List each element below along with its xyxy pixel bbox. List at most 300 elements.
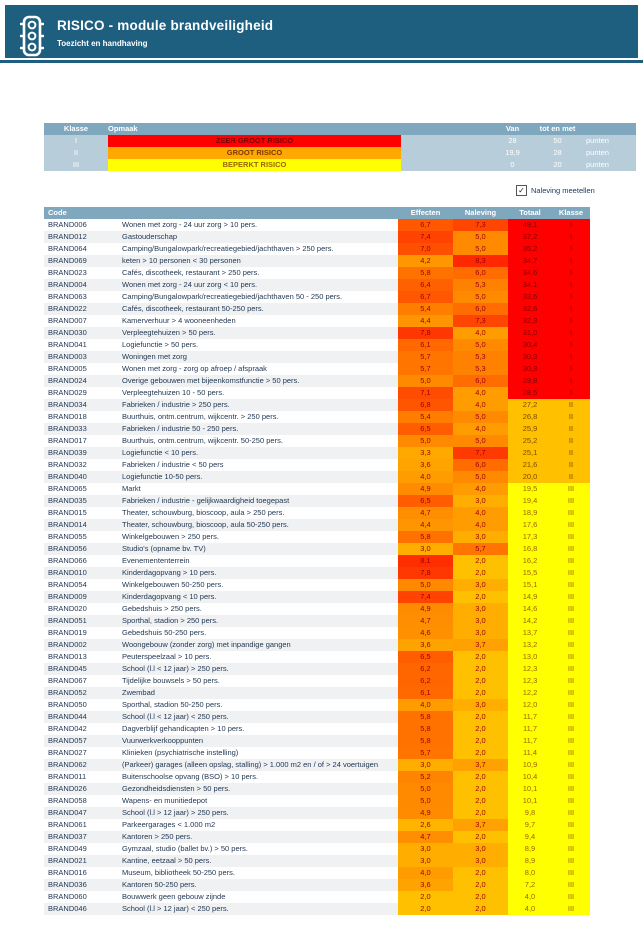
table-row bbox=[44, 399, 590, 411]
totaal-cell: 18,9 bbox=[508, 507, 552, 519]
totaal-cell: 29,8 bbox=[508, 375, 552, 387]
table-row bbox=[44, 615, 590, 627]
description-cell: Wonen met zorg - zorg op afroep / afspraak bbox=[122, 364, 267, 373]
code-cell: BRAND029 bbox=[48, 388, 87, 397]
naleving-cell: 5,0 bbox=[453, 411, 508, 423]
totaal-cell: 30,4 bbox=[508, 339, 552, 351]
totaal-cell: 30,3 bbox=[508, 351, 552, 363]
code-cell: BRAND050 bbox=[48, 700, 87, 709]
naleving-cell: 4,0 bbox=[453, 387, 508, 399]
table-row bbox=[44, 591, 590, 603]
totaal-cell: 8,0 bbox=[508, 867, 552, 879]
totaal-cell: 11,7 bbox=[508, 723, 552, 735]
code-cell: BRAND026 bbox=[44, 783, 120, 795]
code-cell: BRAND032 bbox=[48, 460, 87, 469]
table-row bbox=[44, 303, 590, 315]
totaal-cell: 31,0 bbox=[508, 327, 552, 339]
legend-swatch: ZEER GROOT RISICO bbox=[108, 135, 401, 147]
totaal-cell: 12,0 bbox=[508, 699, 552, 711]
code-cell: BRAND030 bbox=[44, 327, 120, 339]
naleving-checkbox-group bbox=[516, 185, 595, 196]
legend-row bbox=[44, 159, 636, 171]
description-cell: Sporthal, stadion 50-250 pers. bbox=[122, 700, 223, 709]
table-row bbox=[44, 363, 590, 375]
description-cell: Tijdelijke bouwsels > 50 pers. bbox=[122, 676, 220, 685]
naleving-cell: 4,0 bbox=[453, 423, 508, 435]
table-row bbox=[44, 903, 590, 915]
code-cell: BRAND017 bbox=[48, 436, 87, 445]
table-row bbox=[44, 627, 590, 639]
description-cell: Museum, bibliotheek 50-250 pers. bbox=[122, 868, 235, 877]
effecten-cell: 6,5 bbox=[398, 495, 453, 507]
effecten-cell: 6,7 bbox=[398, 219, 453, 231]
header-description bbox=[120, 207, 398, 219]
naleving-cell: 2,0 bbox=[453, 807, 508, 819]
description-cell: Studio's (opname bv. TV) bbox=[120, 543, 398, 555]
description-cell: Gebedshuis 50-250 pers. bbox=[122, 628, 207, 637]
code-cell: BRAND061 bbox=[48, 820, 87, 829]
table-row bbox=[44, 315, 590, 327]
naleving-cell: 4,0 bbox=[453, 483, 508, 495]
totaal-cell: 10,9 bbox=[508, 759, 552, 771]
totaal-cell: 49,1 bbox=[508, 219, 552, 231]
legend-tot-value: 50 bbox=[553, 136, 562, 145]
table-row bbox=[44, 543, 590, 555]
effecten-cell: 5,2 bbox=[398, 771, 453, 783]
table-row bbox=[44, 843, 590, 855]
description-cell: Gezondheidsdiensten > 50 pers. bbox=[120, 783, 398, 795]
code-cell: BRAND035 bbox=[44, 495, 120, 507]
table-row bbox=[44, 267, 590, 279]
table-row bbox=[44, 747, 590, 759]
effecten-cell: 2,6 bbox=[398, 819, 453, 831]
klasse-cell: III bbox=[552, 891, 590, 903]
totaal-cell: 8,9 bbox=[508, 843, 552, 855]
klasse-cell: III bbox=[552, 711, 590, 723]
effecten-cell: 7,8 bbox=[398, 327, 453, 339]
table-row bbox=[44, 675, 590, 687]
effecten-cell: 6,4 bbox=[398, 279, 453, 291]
naleving-cell: 5,0 bbox=[453, 471, 508, 483]
code-cell: BRAND005 bbox=[48, 364, 87, 373]
code-cell: BRAND022 bbox=[44, 303, 120, 315]
effecten-cell: 7,4 bbox=[398, 591, 453, 603]
description-cell: Woningen met zorg bbox=[120, 351, 398, 363]
table-row bbox=[44, 723, 590, 735]
code-cell: BRAND013 bbox=[48, 652, 87, 661]
description-cell: keten > 10 personen < 30 personen bbox=[120, 255, 398, 267]
klasse-cell: III bbox=[552, 903, 590, 915]
totaal-cell: 10,4 bbox=[508, 771, 552, 783]
code-cell: BRAND066 bbox=[48, 556, 87, 565]
totaal-cell: 9,4 bbox=[508, 831, 552, 843]
klasse-cell: III bbox=[552, 531, 590, 543]
description-cell: Fabrieken / industrie - gelijkwaardigheid toegepast bbox=[120, 495, 398, 507]
description-cell: Kinderdagopvang < 10 pers. bbox=[120, 591, 398, 603]
klasse-cell: III bbox=[552, 735, 590, 747]
legend-header-klasse: Klasse bbox=[63, 124, 89, 133]
description-cell: Fabrieken / industrie 50 - 250 pers. bbox=[120, 423, 398, 435]
klasse-cell: III bbox=[552, 843, 590, 855]
naleving-cell: 2,0 bbox=[453, 555, 508, 567]
description-cell: Evenemententerrein bbox=[122, 556, 190, 565]
description-cell: Logiefunctie < 10 pers. bbox=[120, 447, 398, 459]
table-row bbox=[44, 699, 590, 711]
description-cell: Kantoren 50-250 pers. bbox=[120, 879, 398, 891]
totaal-cell: 10,1 bbox=[508, 795, 552, 807]
klasse-cell: III bbox=[552, 783, 590, 795]
legend-unit: punten bbox=[586, 160, 609, 169]
naleving-cell: 2,0 bbox=[453, 891, 508, 903]
header-naleving: Naleving bbox=[464, 208, 497, 217]
legend-klasse-value: III bbox=[72, 160, 80, 169]
table-header-row bbox=[44, 207, 590, 219]
naleving-cell: 5,3 bbox=[453, 279, 508, 291]
klasse-cell: III bbox=[552, 495, 590, 507]
effecten-cell: 4,7 bbox=[398, 831, 453, 843]
effecten-cell: 4,9 bbox=[398, 807, 453, 819]
legend-swatch: BEPERKT RISICO bbox=[108, 159, 401, 171]
table-row bbox=[44, 807, 590, 819]
effecten-cell: 6,5 bbox=[398, 651, 453, 663]
naleving-cell: 8,3 bbox=[453, 255, 508, 267]
code-cell: BRAND014 bbox=[44, 519, 120, 531]
effecten-cell: 6,5 bbox=[398, 423, 453, 435]
naleving-cell: 2,0 bbox=[453, 675, 508, 687]
naleving-cell: 5,0 bbox=[453, 339, 508, 351]
table-row bbox=[44, 771, 590, 783]
table-row bbox=[44, 891, 590, 903]
description-cell: Kantoren > 250 pers. bbox=[120, 831, 398, 843]
table-row bbox=[44, 879, 590, 891]
totaal-cell: 32,6 bbox=[508, 303, 552, 315]
code-cell: BRAND037 bbox=[44, 831, 120, 843]
code-cell: BRAND069 bbox=[44, 255, 120, 267]
effecten-cell: 6,2 bbox=[398, 675, 453, 687]
description-cell: Woongebouw (zonder zorg) met inpandige gangen bbox=[120, 639, 398, 651]
legend-klasse-value: II bbox=[73, 148, 79, 157]
effecten-cell: 5,8 bbox=[398, 723, 453, 735]
effecten-cell: 6,1 bbox=[398, 687, 453, 699]
klasse-cell: III bbox=[552, 591, 590, 603]
table-row bbox=[44, 279, 590, 291]
totaal-cell: 21,6 bbox=[508, 459, 552, 471]
totaal-cell: 4,0 bbox=[508, 891, 552, 903]
code-cell: BRAND012 bbox=[44, 231, 120, 243]
legend-header-unit bbox=[580, 123, 636, 135]
klasse-cell: II bbox=[552, 399, 590, 411]
description-cell: Camping/Bungalowpark/recreatiegebied/jachthaven 50 - 250 pers. bbox=[122, 292, 343, 301]
table-row bbox=[44, 435, 590, 447]
totaal-cell: 33,6 bbox=[508, 291, 552, 303]
naleving-cell: 7,7 bbox=[453, 447, 508, 459]
totaal-cell: 11,7 bbox=[508, 711, 552, 723]
klasse-cell: III bbox=[552, 615, 590, 627]
legend-unit: punten bbox=[586, 136, 609, 145]
effecten-cell: 4,7 bbox=[398, 615, 453, 627]
effecten-cell: 5,0 bbox=[398, 795, 453, 807]
totaal-cell: 15,1 bbox=[508, 579, 552, 591]
description-cell: Gastouderschap bbox=[120, 231, 398, 243]
description-cell: Kinderdagopvang > 10 pers. bbox=[120, 567, 398, 579]
effecten-cell: 5,7 bbox=[398, 351, 453, 363]
description-cell: Winkelgebouwen > 250 pers. bbox=[122, 532, 219, 541]
naleving-cell: 2,0 bbox=[453, 687, 508, 699]
klasse-cell: I bbox=[552, 303, 590, 315]
code-cell: BRAND010 bbox=[44, 567, 120, 579]
totaal-cell: 14,6 bbox=[508, 603, 552, 615]
klasse-cell: III bbox=[552, 519, 590, 531]
naleving-cell: 3,0 bbox=[453, 843, 508, 855]
klasse-cell: III bbox=[552, 771, 590, 783]
table-row bbox=[44, 339, 590, 351]
klasse-cell: I bbox=[552, 291, 590, 303]
effecten-cell: 2,0 bbox=[398, 903, 453, 915]
naleving-cell: 2,0 bbox=[453, 783, 508, 795]
klasse-cell: III bbox=[552, 723, 590, 735]
effecten-cell: 3,0 bbox=[398, 759, 453, 771]
code-cell: BRAND041 bbox=[48, 340, 87, 349]
description-cell: Vuurwerkverkooppunten bbox=[120, 735, 398, 747]
totaal-cell: 32,3 bbox=[508, 315, 552, 327]
totaal-cell: 26,8 bbox=[508, 411, 552, 423]
description-cell: Gymzaal, studio (ballet bv.) > 50 pers. bbox=[122, 844, 248, 853]
legend-row bbox=[44, 135, 636, 147]
table-row bbox=[44, 759, 590, 771]
code-cell: BRAND021 bbox=[44, 855, 120, 867]
effecten-cell: 7,1 bbox=[398, 387, 453, 399]
table-row bbox=[44, 639, 590, 651]
table-row bbox=[44, 795, 590, 807]
table-row bbox=[44, 387, 590, 399]
effecten-cell: 3,0 bbox=[398, 843, 453, 855]
klasse-cell: I bbox=[552, 219, 590, 231]
klasse-cell: III bbox=[552, 699, 590, 711]
klasse-cell: III bbox=[552, 759, 590, 771]
totaal-cell: 17,6 bbox=[508, 519, 552, 531]
naleving-cell: 3,0 bbox=[453, 579, 508, 591]
code-cell: BRAND024 bbox=[44, 375, 120, 387]
totaal-cell: 16,2 bbox=[508, 555, 552, 567]
naleving-cell: 2,0 bbox=[453, 771, 508, 783]
table-row bbox=[44, 867, 590, 879]
naleving-cell: 2,0 bbox=[453, 747, 508, 759]
header-code: Code bbox=[48, 208, 67, 217]
header-totaal: Totaal bbox=[519, 208, 541, 217]
klasse-cell: I bbox=[552, 231, 590, 243]
header-divider bbox=[0, 60, 643, 63]
code-cell: BRAND064 bbox=[48, 244, 87, 253]
table-row bbox=[44, 651, 590, 663]
klasse-cell: III bbox=[552, 819, 590, 831]
totaal-cell: 4,0 bbox=[508, 903, 552, 915]
description-cell: Markt bbox=[122, 484, 141, 493]
totaal-cell: 25,9 bbox=[508, 423, 552, 435]
totaal-cell: 19,4 bbox=[508, 495, 552, 507]
table-row bbox=[44, 519, 590, 531]
description-cell: Fabrieken / industrie < 50 pers bbox=[122, 460, 224, 469]
totaal-cell: 13,2 bbox=[508, 639, 552, 651]
code-cell: BRAND020 bbox=[48, 604, 87, 613]
klasse-cell: I bbox=[552, 375, 590, 387]
description-cell: School (l.l > 12 jaar) > 250 pers. bbox=[120, 807, 398, 819]
klasse-cell: III bbox=[552, 579, 590, 591]
table-row bbox=[44, 819, 590, 831]
naleving-cell: 2,0 bbox=[453, 567, 508, 579]
effecten-cell: 2,0 bbox=[398, 891, 453, 903]
effecten-cell: 4,2 bbox=[398, 255, 453, 267]
totaal-cell: 30,3 bbox=[508, 363, 552, 375]
code-cell: BRAND003 bbox=[44, 351, 120, 363]
description-cell: Verpleegtehuizen 10 - 50 pers. bbox=[122, 388, 225, 397]
effecten-cell: 3,3 bbox=[398, 447, 453, 459]
description-cell: Cafés, discotheek, restaurant 50-250 pers. bbox=[120, 303, 398, 315]
effecten-cell: 6,7 bbox=[398, 291, 453, 303]
klasse-cell: II bbox=[552, 423, 590, 435]
description-cell: Kantine, eetzaal > 50 pers. bbox=[120, 855, 398, 867]
table-row bbox=[44, 855, 590, 867]
totaal-cell: 12,2 bbox=[508, 687, 552, 699]
naleving-cell: 3,0 bbox=[453, 855, 508, 867]
effecten-cell: 4,9 bbox=[398, 483, 453, 495]
effecten-cell: 4,0 bbox=[398, 699, 453, 711]
klasse-cell: III bbox=[552, 675, 590, 687]
table-row bbox=[44, 603, 590, 615]
table-row bbox=[44, 291, 590, 303]
effecten-cell: 4,9 bbox=[398, 603, 453, 615]
legend-unit: punten bbox=[586, 148, 609, 157]
code-cell: BRAND049 bbox=[48, 844, 87, 853]
description-cell: School (l.l > 12 jaar) < 250 pers. bbox=[120, 903, 398, 915]
code-cell: BRAND002 bbox=[44, 639, 120, 651]
code-cell: BRAND052 bbox=[44, 687, 120, 699]
klasse-cell: III bbox=[552, 795, 590, 807]
code-cell: BRAND015 bbox=[48, 508, 87, 517]
legend-van-value: 0 bbox=[510, 160, 515, 169]
effecten-cell: 4,7 bbox=[398, 507, 453, 519]
totaal-cell: 19,5 bbox=[508, 483, 552, 495]
legend-header-van: Van bbox=[505, 124, 520, 133]
effecten-cell: 3,6 bbox=[398, 459, 453, 471]
description-cell: (Parkeer) garages (alleen opslag, stalling) > 1.000 m2 en / of > 24 voertuigen bbox=[120, 759, 398, 771]
description-cell: Logiefunctie 10-50 pers. bbox=[120, 471, 398, 483]
klasse-cell: II bbox=[552, 459, 590, 471]
code-cell: BRAND011 bbox=[48, 772, 87, 781]
page-title: RISICO - module brandveiligheid bbox=[57, 18, 274, 33]
totaal-cell: 37,2 bbox=[508, 231, 552, 243]
table-row bbox=[44, 411, 590, 423]
totaal-cell: 25,1 bbox=[508, 447, 552, 459]
description-cell: Dagverblijf gehandicapten > 10 pers. bbox=[122, 724, 245, 733]
effecten-cell: 5,0 bbox=[398, 783, 453, 795]
naleving-cell: 3,0 bbox=[453, 603, 508, 615]
naleving-cell: 2,0 bbox=[453, 795, 508, 807]
klasse-cell: I bbox=[552, 243, 590, 255]
totaal-cell: 34,6 bbox=[508, 267, 552, 279]
description-cell: Fabrieken / industrie > 250 pers. bbox=[120, 399, 398, 411]
table-row bbox=[44, 663, 590, 675]
naleving-cell: 5,0 bbox=[453, 291, 508, 303]
effecten-cell: 5,7 bbox=[398, 747, 453, 759]
table-row bbox=[44, 375, 590, 387]
code-cell: BRAND054 bbox=[48, 580, 87, 589]
totaal-cell: 34,7 bbox=[508, 255, 552, 267]
klasse-cell: I bbox=[552, 327, 590, 339]
effecten-cell: 3,6 bbox=[398, 879, 453, 891]
totaal-cell: 17,3 bbox=[508, 531, 552, 543]
totaal-cell: 9,8 bbox=[508, 807, 552, 819]
naleving-cell: 2,0 bbox=[453, 711, 508, 723]
code-cell: BRAND055 bbox=[48, 532, 87, 541]
table-row bbox=[44, 507, 590, 519]
totaal-cell: 11,7 bbox=[508, 735, 552, 747]
naleving-cell: 2,0 bbox=[453, 867, 508, 879]
table-row bbox=[44, 495, 590, 507]
klasse-cell: III bbox=[552, 747, 590, 759]
naleving-cell: 5,0 bbox=[453, 435, 508, 447]
klasse-cell: I bbox=[552, 387, 590, 399]
totaal-cell: 16,8 bbox=[508, 543, 552, 555]
table-row bbox=[44, 735, 590, 747]
totaal-cell: 12,3 bbox=[508, 663, 552, 675]
naleving-cell: 3,0 bbox=[453, 615, 508, 627]
naleving-cell: 2,0 bbox=[453, 879, 508, 891]
klasse-cell: III bbox=[552, 831, 590, 843]
code-cell: BRAND045 bbox=[44, 663, 120, 675]
naleving-cell: 6,0 bbox=[453, 267, 508, 279]
legend-tot-value: 28 bbox=[553, 148, 562, 157]
naleving-cell: 3,0 bbox=[453, 495, 508, 507]
klasse-cell: II bbox=[552, 471, 590, 483]
totaal-cell: 35,2 bbox=[508, 243, 552, 255]
header-klasse: Klasse bbox=[558, 208, 584, 217]
description-cell: Gebedshuis > 250 pers. bbox=[122, 604, 202, 613]
legend-van-value: 19,9 bbox=[505, 148, 520, 157]
description-cell: Bouwwerk geen gebouw zijnde bbox=[122, 892, 226, 901]
klasse-cell: II bbox=[552, 411, 590, 423]
legend-header-row bbox=[44, 123, 636, 135]
effecten-cell: 4,0 bbox=[398, 471, 453, 483]
description-cell: Theater, schouwburg, bioscoop, aula > 250 pers. bbox=[122, 508, 285, 517]
code-cell: BRAND046 bbox=[44, 903, 120, 915]
description-cell: School (l.l < 12 jaar) < 250 pers. bbox=[120, 711, 398, 723]
page-subtitle: Toezicht en handhaving bbox=[57, 39, 148, 48]
effecten-cell: 6,2 bbox=[398, 663, 453, 675]
totaal-cell: 13,7 bbox=[508, 627, 552, 639]
description-cell: Wonen met zorg - 24 uur zorg > 10 pers. bbox=[122, 220, 258, 229]
description-cell: Wonen met zorg - 24 uur zorg < 10 pers. bbox=[120, 279, 398, 291]
code-cell: BRAND036 bbox=[44, 879, 120, 891]
klasse-cell: III bbox=[552, 507, 590, 519]
header-effecten: Effecten bbox=[410, 208, 441, 217]
klasse-cell: III bbox=[552, 483, 590, 495]
naleving-cell: 7,3 bbox=[453, 219, 508, 231]
naleving-checkbox-label: Naleving meetellen bbox=[531, 186, 595, 195]
code-cell: BRAND057 bbox=[44, 735, 120, 747]
effecten-cell: 4,4 bbox=[398, 315, 453, 327]
table-row bbox=[44, 483, 590, 495]
description-cell: Logiefunctie > 50 pers. bbox=[122, 340, 199, 349]
effecten-cell: 5,8 bbox=[398, 267, 453, 279]
effecten-cell: 5,7 bbox=[398, 363, 453, 375]
description-cell: Kamerverhuur > 4 wooneenheden bbox=[122, 316, 236, 325]
effecten-cell: 7,0 bbox=[398, 243, 453, 255]
naleving-checkbox[interactable]: ✓ bbox=[516, 185, 527, 196]
table-row bbox=[44, 231, 590, 243]
code-cell: BRAND040 bbox=[44, 471, 120, 483]
code-cell: BRAND063 bbox=[48, 292, 87, 301]
description-cell: Wapens- en munitiedepot bbox=[122, 796, 208, 805]
